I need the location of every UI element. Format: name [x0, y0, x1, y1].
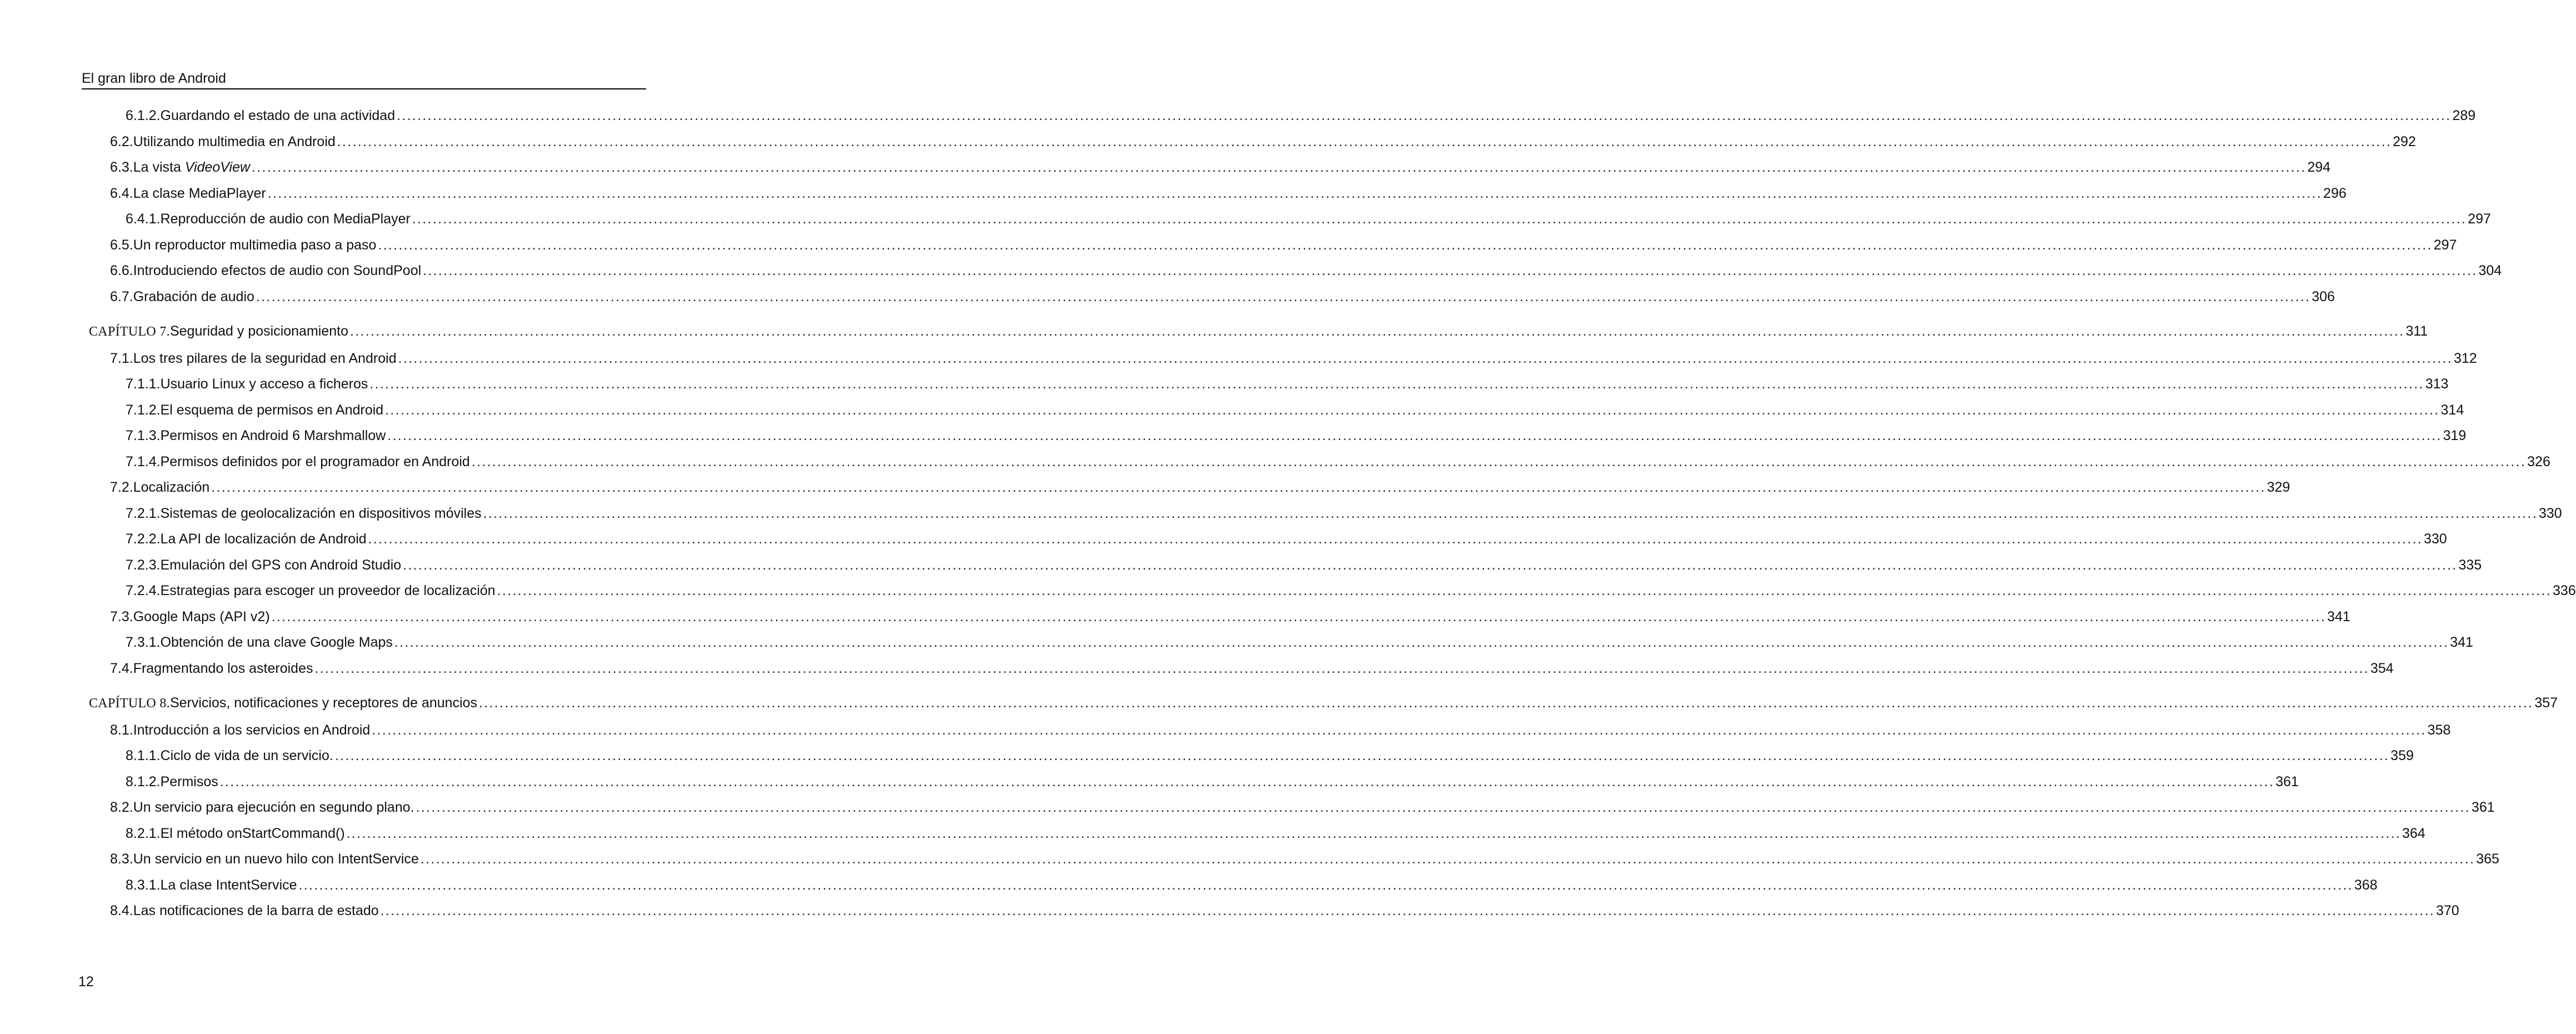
toc-entry [126, 399, 2464, 421]
toc-entry-page: 370 [2436, 903, 2459, 918]
toc-entry-page: 297 [2468, 211, 2491, 227]
toc-entry [126, 771, 2299, 793]
toc-entry-title: Google Maps (API v2) [133, 608, 270, 625]
toc-entry-number: 7.1.2. [126, 402, 161, 418]
toc-dot-leader: ................................................................................................................................................................................................................................................................................................................................................................................................................ [397, 108, 2452, 123]
toc-entry [110, 900, 2459, 922]
toc-dot-leader: ................................................................................................................................................................................................................................................................................................................................................................................................................ [211, 479, 2266, 495]
toc-entry [110, 259, 2502, 282]
toc-dot-leader: ................................................................................................................................................................................................................................................................................................................................................................................................................ [337, 133, 2392, 149]
toc-entry-title-italic: VideoView [184, 159, 251, 175]
toc-entry-page: 313 [2425, 376, 2449, 392]
toc-entry [126, 502, 2562, 525]
page-number: 12 [78, 974, 94, 990]
toc-entry [126, 745, 2414, 767]
toc-entry [126, 208, 2491, 230]
toc-entry-number: CAPÍTULO 7. [89, 324, 170, 339]
toc-entry [126, 104, 2476, 127]
toc-entry-number: 7.3. [110, 608, 133, 625]
toc-dot-leader: ................................................................................................................................................................................................................................................................................................................................................................................................................ [385, 402, 2440, 418]
toc-entry-page: 354 [2370, 660, 2394, 676]
toc-entry-page: 289 [2452, 108, 2476, 123]
toc-entry-title: Obtención de una clave Google Maps [160, 635, 393, 650]
toc-entry-title: Permisos [160, 773, 218, 790]
toc-entry-title: Localización [133, 479, 210, 495]
toc-entry-number: 8.1. [110, 722, 133, 738]
toc-entry-title: Estrategias para escoger un proveedor de localización [160, 583, 496, 598]
toc-dot-leader: ................................................................................................................................................................................................................................................................................................................................................................................................................ [420, 851, 2475, 867]
toc-dot-leader: ................................................................................................................................................................................................................................................................................................................................................................................................................ [219, 773, 2275, 790]
toc-entry-title: La API de localización de Android [160, 531, 367, 547]
toc-entry-title: Un servicio para ejecución en segundo plano. [133, 800, 414, 815]
toc-entry-page: 326 [2527, 453, 2550, 469]
toc-entry [110, 606, 2350, 628]
toc-entry-number: 8.2. [110, 800, 133, 815]
toc-entry-title: Un reproductor multimedia paso a paso [133, 237, 377, 253]
toc-entry-number: 8.3.1. [126, 877, 161, 893]
toc-entry-page: 361 [2275, 773, 2299, 790]
toc-entry-number: 8.3. [110, 851, 133, 867]
toc-entry [126, 554, 2482, 576]
toc-entry [110, 286, 2335, 308]
toc-entry-title: Usuario Linux y acceso a ficheros [160, 376, 368, 392]
toc-entry-page: 330 [2423, 531, 2447, 547]
toc-entry-number: 7.3.1. [126, 635, 161, 650]
toc-entry-page: 292 [2393, 133, 2416, 149]
toc-entry [110, 657, 2394, 680]
toc-entry-page: 335 [2458, 557, 2482, 573]
toc-entry-title: Los tres pilares de la seguridad en Android [133, 350, 397, 366]
toc-entry-number: 6.4.1. [126, 211, 161, 227]
toc-dot-leader: ................................................................................................................................................................................................................................................................................................................................................................................................................ [387, 428, 2442, 443]
toc-entry-number: 7.1.1. [126, 376, 161, 392]
toc-entry-title: Utilizando multimedia en Android [133, 133, 336, 149]
toc-dot-leader: ................................................................................................................................................................................................................................................................................................................................................................................................................ [252, 159, 2307, 175]
toc-entry-number: 7.2.1. [126, 505, 161, 521]
toc-entry [126, 580, 2576, 602]
toc-dot-leader: ................................................................................................................................................................................................................................................................................................................................................................................................................ [346, 825, 2401, 841]
toc-entry-number: 7.2.3. [126, 557, 161, 573]
toc-entry-title: Seguridad y posicionamiento [169, 323, 349, 339]
toc-entry [110, 156, 2331, 178]
toc-entry-number: 7.2. [110, 479, 133, 495]
toc-dot-leader: ................................................................................................................................................................................................................................................................................................................................................................................................................ [479, 695, 2534, 711]
toc-entry [126, 874, 2378, 896]
toc-entry [110, 476, 2290, 498]
toc-entry-page: 311 [2405, 323, 2428, 339]
toc-entry-page: 361 [2471, 800, 2495, 815]
toc-dot-leader: ................................................................................................................................................................................................................................................................................................................................................................................................................ [394, 635, 2449, 650]
toc-entry-number: 7.2.2. [126, 531, 161, 547]
toc-dot-leader: ................................................................................................................................................................................................................................................................................................................................................................................................................ [298, 877, 2353, 893]
toc-entry-number: 7.1.4. [126, 453, 161, 469]
toc-dot-leader: ................................................................................................................................................................................................................................................................................................................................................................................................................ [483, 505, 2538, 521]
toc-entry [110, 234, 2457, 256]
toc-entry-title: La clase MediaPlayer [133, 185, 266, 201]
toc-entry-number: 6.7. [110, 288, 133, 304]
toc-dot-leader: ................................................................................................................................................................................................................................................................................................................................................................................................................ [350, 323, 2405, 339]
toc-entry-number: CAPÍTULO 8. [89, 696, 170, 711]
toc-entry-number: 6.6. [110, 263, 133, 278]
toc-dot-leader: ................................................................................................................................................................................................................................................................................................................................................................................................................ [314, 660, 2369, 676]
toc-entry-page: 294 [2307, 159, 2331, 175]
toc-dot-leader: ................................................................................................................................................................................................................................................................................................................................................................................................................ [380, 903, 2435, 918]
toc-entry [110, 182, 2347, 204]
toc-entry-title: Permisos en Android 6 Marshmallow [160, 428, 386, 443]
toc-entry [126, 424, 2467, 447]
toc-entry-page: 358 [2427, 722, 2451, 738]
toc-entry-page: 312 [2453, 350, 2477, 366]
toc-dot-leader: ................................................................................................................................................................................................................................................................................................................................................................................................................ [267, 185, 2323, 201]
toc-entry-number: 6.3. [110, 159, 133, 175]
toc-entry-page: 341 [2327, 608, 2350, 625]
toc-entry-page: 304 [2478, 263, 2502, 278]
toc-entry-title: La vista VideoView [133, 159, 251, 175]
toc-entry [110, 719, 2451, 741]
toc-entry-title: El esquema de permisos en Android [160, 402, 384, 418]
toc-entry-page: 314 [2440, 402, 2464, 418]
toc-entry-title: Sistemas de geolocalización en dispositivos móviles [160, 505, 482, 521]
toc-entry-title: Un servicio en un nuevo hilo con IntentService [133, 851, 419, 867]
toc-entry-page: 365 [2476, 851, 2499, 867]
toc-dot-leader: ................................................................................................................................................................................................................................................................................................................................................................................................................ [368, 531, 2423, 547]
toc-entry-number: 8.4. [110, 903, 133, 918]
toc-entry-page: 329 [2267, 479, 2290, 495]
toc-entry-number: 8.1.2. [126, 773, 161, 790]
toc-dot-leader: ................................................................................................................................................................................................................................................................................................................................................................................................................ [271, 608, 2326, 625]
toc-entry-number: 8.2.1. [126, 825, 161, 841]
toc-entry-page: 297 [2433, 237, 2457, 253]
toc-entry-title: Introducción a los servicios en Android [133, 722, 371, 738]
toc-entry [126, 631, 2473, 653]
toc-dot-leader: ................................................................................................................................................................................................................................................................................................................................................................................................................ [403, 557, 2458, 573]
toc-entry-number: 7.1.3. [126, 428, 161, 443]
toc-entry [110, 796, 2495, 818]
toc-entry-number: 7.1. [110, 350, 133, 366]
toc-dot-leader: ................................................................................................................................................................................................................................................................................................................................................................................................................ [398, 350, 2453, 366]
toc-dot-leader: ................................................................................................................................................................................................................................................................................................................................................................................................................ [497, 583, 2552, 598]
toc-entry-title: Ciclo de vida de un servicio. [160, 748, 333, 763]
toc-entry-page: 368 [2354, 877, 2378, 893]
toc-chapter-entry [89, 692, 2558, 714]
toc-entry [126, 451, 2550, 473]
toc-dot-leader: ................................................................................................................................................................................................................................................................................................................................................................................................................ [412, 211, 2467, 227]
toc-entry [110, 131, 2416, 153]
toc-entry-title: Fragmentando los asteroides [133, 660, 313, 676]
toc-dot-leader: ................................................................................................................................................................................................................................................................................................................................................................................................................ [369, 376, 2424, 392]
toc-entry-number: 6.2. [110, 133, 133, 149]
toc-entry [126, 528, 2447, 550]
toc-chapter-entry [89, 320, 2428, 342]
toc-entry-page: 336 [2553, 583, 2576, 598]
toc-entry [126, 822, 2425, 845]
toc-entry-title: Reproducción de audio con MediaPlayer [160, 211, 411, 227]
toc-dot-leader: ................................................................................................................................................................................................................................................................................................................................................................................................................ [256, 288, 2311, 304]
toc-dot-leader: ................................................................................................................................................................................................................................................................................................................................................................................................................ [416, 800, 2470, 815]
toc-entry-title: Permisos definidos por el programador en Android [160, 453, 470, 469]
toc-entry-title: Grabación de audio [133, 288, 254, 304]
toc-entry-number: 6.1.2. [126, 108, 161, 123]
toc-entry-number: 8.1.1. [126, 748, 161, 763]
toc-dot-leader: ................................................................................................................................................................................................................................................................................................................................................................................................................ [372, 722, 2427, 738]
toc-entry-page: 319 [2443, 428, 2467, 443]
toc-entry-title: El método onStartCommand() [160, 825, 345, 841]
toc-entry-number: 6.4. [110, 185, 133, 201]
toc-entry-page: 306 [2312, 288, 2335, 304]
toc-entry-page: 357 [2534, 695, 2558, 711]
toc-entry-title: Guardando el estado de una actividad [160, 108, 396, 123]
toc-entry-title: Emulación del GPS con Android Studio [160, 557, 402, 573]
toc-entry-title: Servicios, notificaciones y receptores de anuncios [169, 695, 478, 711]
toc-entry [110, 347, 2477, 369]
toc-dot-leader: ................................................................................................................................................................................................................................................................................................................................................................................................................ [334, 748, 2390, 763]
toc-entry-number: 6.5. [110, 237, 133, 253]
toc-dot-leader: ................................................................................................................................................................................................................................................................................................................................................................................................................ [471, 453, 2527, 469]
toc-entry-number: 7.2.4. [126, 583, 161, 598]
running-header: El gran libro de Android [82, 70, 646, 89]
toc-entry-page: 296 [2323, 185, 2347, 201]
toc-entry-title: Introduciendo efectos de audio con SoundPool [133, 263, 422, 278]
toc-entry-page: 330 [2538, 505, 2562, 521]
toc-entry-title: Las notificaciones de la barra de estado [133, 903, 379, 918]
toc-entry-title: La clase IntentService [160, 877, 297, 893]
toc-entry [126, 373, 2449, 395]
toc-entry-page: 364 [2402, 825, 2425, 841]
toc-dot-leader: ................................................................................................................................................................................................................................................................................................................................................................................................................ [378, 237, 2433, 253]
toc-dot-leader: ................................................................................................................................................................................................................................................................................................................................................................................................................ [423, 263, 2478, 278]
toc-entry [110, 848, 2499, 870]
toc-entry-number: 7.4. [110, 660, 133, 676]
toc-entry-page: 359 [2390, 748, 2414, 763]
toc-entry-page: 341 [2450, 635, 2473, 650]
